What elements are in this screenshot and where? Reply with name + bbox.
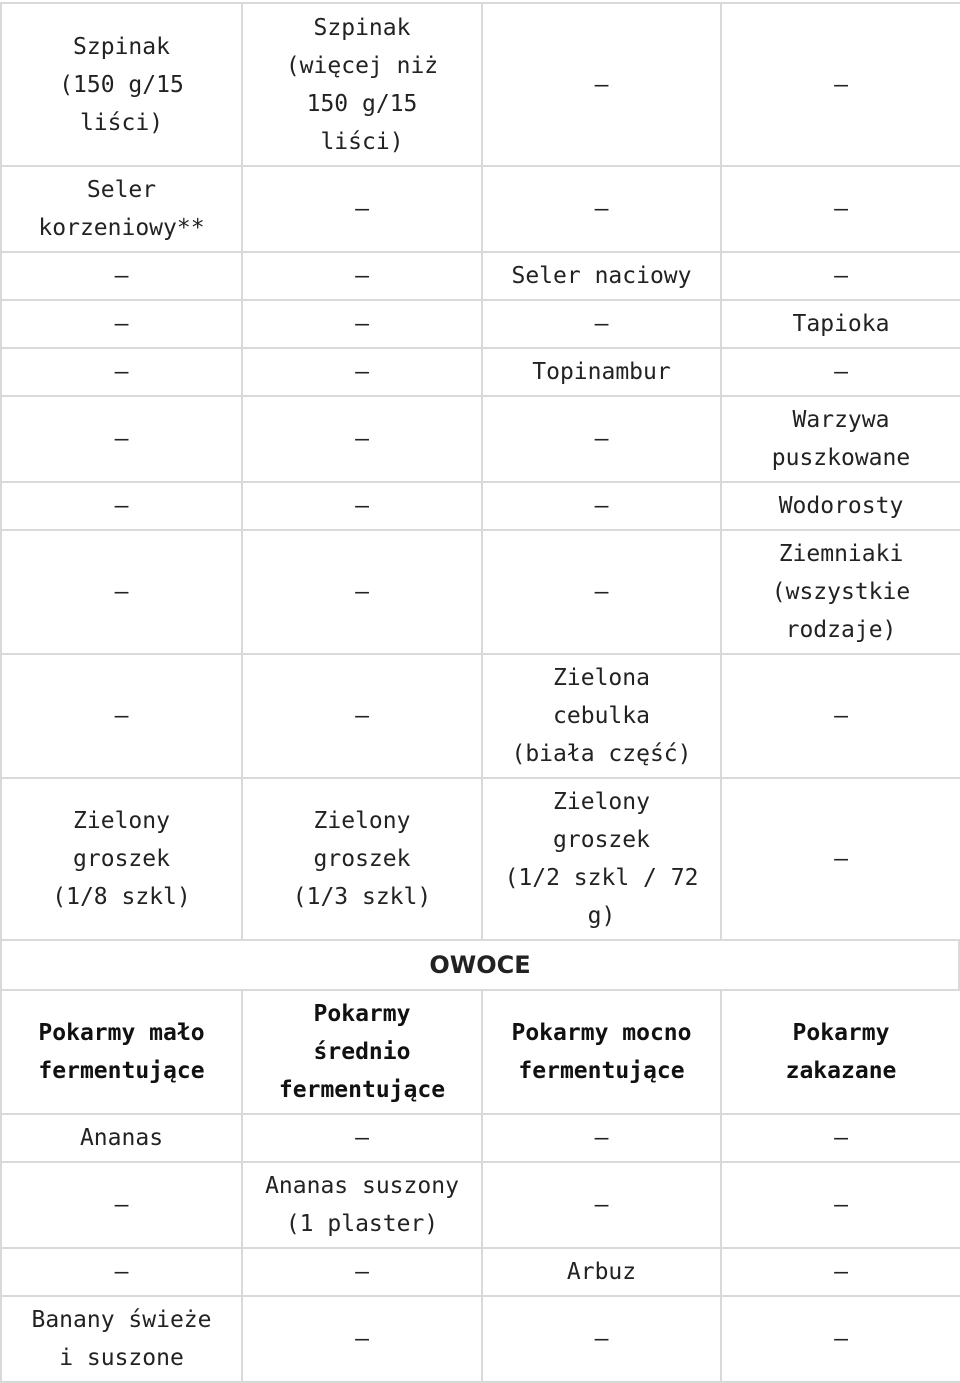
table-cell: Tapioka [721, 300, 960, 348]
fruits-table [0, 989, 960, 1383]
table-cell: — [482, 1162, 721, 1248]
table-cell: — [1, 482, 242, 530]
table-cell: Topinambur [482, 348, 721, 396]
table-row [1, 1248, 960, 1296]
table-row [1, 3, 960, 166]
table-cell: — [482, 1114, 721, 1162]
table-cell: — [721, 3, 960, 166]
table-cell: — [242, 300, 482, 348]
table-cell: – [721, 1248, 960, 1296]
column-header: Pokarmy średnio fermentujące [242, 990, 482, 1114]
column-header: Pokarmy zakazane [721, 990, 960, 1114]
table-cell: Wodorosty [721, 482, 960, 530]
table-cell: — [482, 166, 721, 252]
table-cell: — [721, 1296, 960, 1382]
table-cell: Ananas [1, 1114, 242, 1162]
table-cell: Arbuz [482, 1248, 721, 1296]
table-cell: — [242, 348, 482, 396]
table-cell: — [1, 1248, 242, 1296]
table-row [1, 348, 960, 396]
table-cell: — [1, 252, 242, 300]
table-cell: Zielony groszek (1/8 szkl) [1, 778, 242, 940]
table-cell: — [242, 396, 482, 482]
table-row [1, 482, 960, 530]
table-cell: — [482, 396, 721, 482]
table-cell: — [721, 348, 960, 396]
table-cell: — [721, 654, 960, 778]
table-cell: — [482, 300, 721, 348]
table-cell: Warzywa puszkowane [721, 396, 960, 482]
table-cell: — [721, 778, 960, 940]
table-cell: — [482, 530, 721, 654]
table-cell: — [482, 3, 721, 166]
table-cell: — [242, 482, 482, 530]
table-cell: Seler naciowy [482, 252, 721, 300]
table-row [1, 396, 960, 482]
section-title-row [1, 940, 959, 990]
table-cell: Szpinak (więcej niż 150 g/15 liści) [242, 3, 482, 166]
table-cell: Banany świeże i suszone [1, 1296, 242, 1382]
table-row [1, 530, 960, 654]
table-cell: — [242, 1248, 482, 1296]
header-row [1, 990, 960, 1114]
table-cell: — [242, 530, 482, 654]
table-cell: Seler korzeniowy** [1, 166, 242, 252]
table-cell: — [242, 166, 482, 252]
table-cell: — [242, 252, 482, 300]
section-title: OWOCE [1, 940, 959, 990]
table-row [1, 166, 960, 252]
column-header: Pokarmy mocno fermentujące [482, 990, 721, 1114]
table-row [1, 1114, 960, 1162]
column-header: Pokarmy mało fermentujące [1, 990, 242, 1114]
fruits-table-body [1, 990, 960, 1382]
table-row [1, 252, 960, 300]
table-cell: — [242, 1114, 482, 1162]
vegetables-table-body [1, 3, 960, 940]
table-row [1, 1162, 960, 1248]
table-row [1, 778, 960, 940]
table-cell: — [242, 1296, 482, 1382]
table-cell: — [1, 530, 242, 654]
table-cell: — [1, 1162, 242, 1248]
table-cell: Zielony groszek (1/3 szkl) [242, 778, 482, 940]
table-row [1, 654, 960, 778]
table-cell: — [1, 654, 242, 778]
table-row [1, 1296, 960, 1382]
table-cell: — [1, 348, 242, 396]
table-cell: – [721, 1114, 960, 1162]
vegetables-table [0, 2, 960, 941]
table-cell: — [242, 654, 482, 778]
table-cell: — [482, 482, 721, 530]
table-row [1, 300, 960, 348]
table-cell: Ananas suszony (1 plaster) [242, 1162, 482, 1248]
table-cell: Zielona cebulka (biała część) [482, 654, 721, 778]
table-cell: — [721, 1162, 960, 1248]
table-cell: Zielony groszek (1/2 szkl / 72 g) [482, 778, 721, 940]
table-cell: — [1, 396, 242, 482]
table-cell: — [721, 252, 960, 300]
table-cell: Ziemniaki (wszystkie rodzaje) [721, 530, 960, 654]
table-cell: — [482, 1296, 721, 1382]
table-cell: — [1, 300, 242, 348]
table-cell: — [721, 166, 960, 252]
table-cell: Szpinak (150 g/15 liści) [1, 3, 242, 166]
fruit-section-table [0, 939, 960, 991]
